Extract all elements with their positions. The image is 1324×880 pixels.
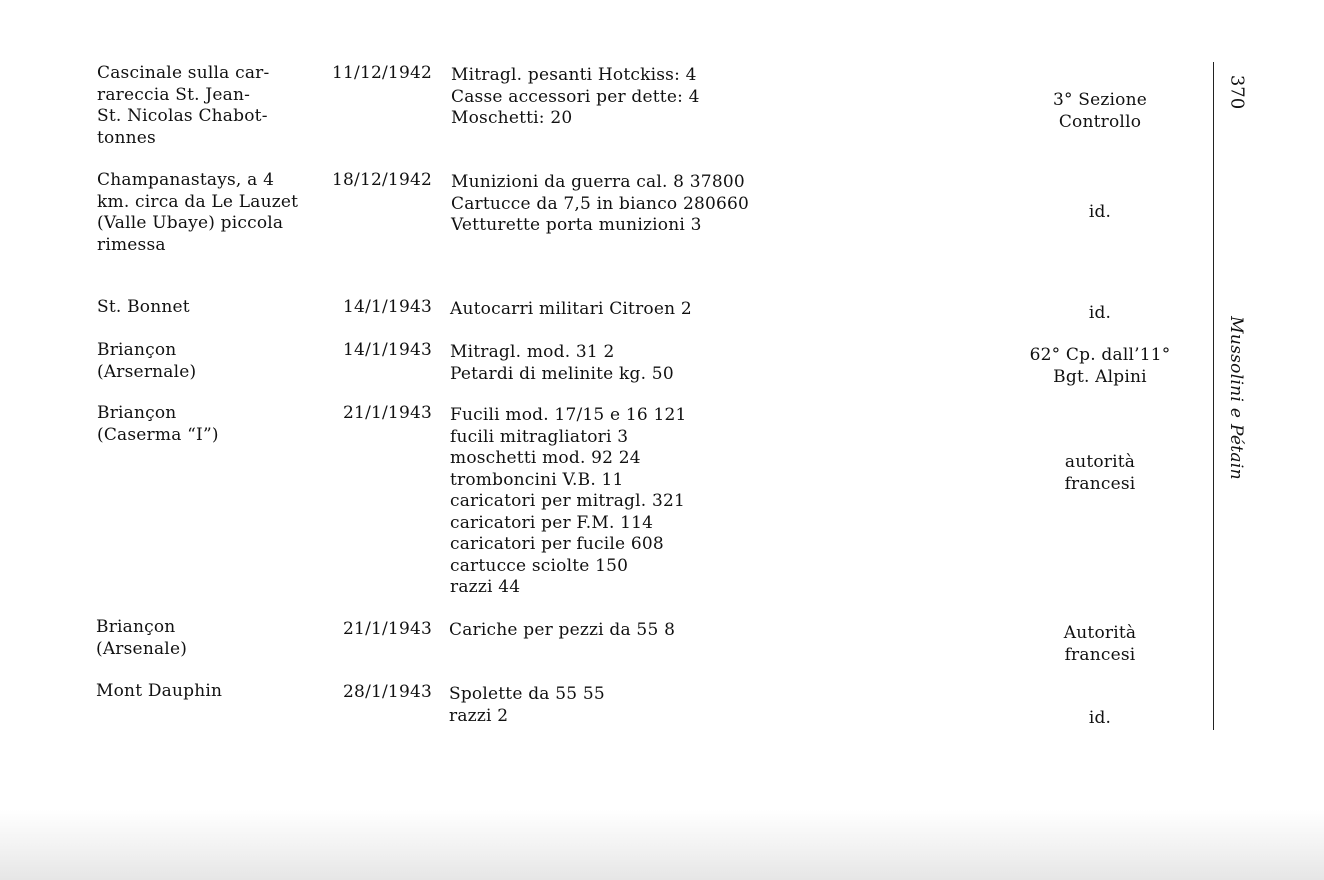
row-1-items: Mitragl. pesanti Hotckiss: 4 Casse accessori per dette: 4 Moschetti: 20 <box>451 65 700 128</box>
row-6-date: 21/1/1943 <box>343 619 432 639</box>
row-7-date: 28/1/1943 <box>343 682 432 702</box>
row-4-authority: 62° Cp. dall’11° Bgt. Alpini <box>1029 345 1171 387</box>
row-5-place: Briançon (Caserma “I”) <box>97 403 219 445</box>
row-1-place: Cascinale sulla car- rareccia St. Jean- St. Nicolas Chabot- tonnes <box>97 63 270 148</box>
row-2-place: Champanastays, a 4 km. circa da Le Lauzet (Valle Ubaye) piccola rimessa <box>97 170 299 255</box>
row-7-items: Spolette da 55 55 razzi 2 <box>449 684 605 726</box>
row-5-authority: autorità francesi <box>1064 452 1136 494</box>
row-2-authority: id. <box>1088 202 1112 222</box>
row-6-authority: Autorità francesi <box>1063 623 1137 665</box>
margin-rule <box>1213 62 1214 730</box>
row-7-place: Mont Dauphin <box>96 681 223 701</box>
row-1-authority: 3° Sezione Controllo <box>1052 90 1148 132</box>
row-6-place: Briançon (Arsenale) <box>96 617 188 659</box>
running-title: Mussolini e Pétain <box>1226 316 1246 480</box>
row-5-items: Fucili mod. 17/15 e 16 121 fucili mitragliatori 3 moschetti mod. 92 24 tromboncini V.B. 11 caricatori per mitragl. 321 caricatori per F.M. 114 caricatori per fucile 608 cartucce sciolte 150 razzi 44 <box>450 405 687 597</box>
row-2-date: 18/12/1942 <box>332 170 432 190</box>
row-4-place: Briançon (Arsernale) <box>97 340 197 382</box>
page-number: 370 <box>1226 74 1248 110</box>
row-5-date: 21/1/1943 <box>343 403 432 423</box>
row-3-date: 14/1/1943 <box>343 297 432 317</box>
row-3-authority: id. <box>1088 303 1112 323</box>
row-6-items: Cariche per pezzi da 55 8 <box>449 620 676 640</box>
row-1-date: 11/12/1942 <box>332 63 432 83</box>
row-3-place: St. Bonnet <box>97 297 190 317</box>
row-7-authority: id. <box>1088 708 1112 728</box>
row-4-date: 14/1/1943 <box>343 340 432 360</box>
row-4-items: Mitragl. mod. 31 2 Petardi di melinite kg. 50 <box>450 342 674 384</box>
row-2-items: Munizioni da guerra cal. 8 37800 Cartucce da 7,5 in bianco 280660 Vetturette porta munizioni 3 <box>451 172 750 235</box>
row-3-items: Autocarri militari Citroen 2 <box>450 299 692 319</box>
